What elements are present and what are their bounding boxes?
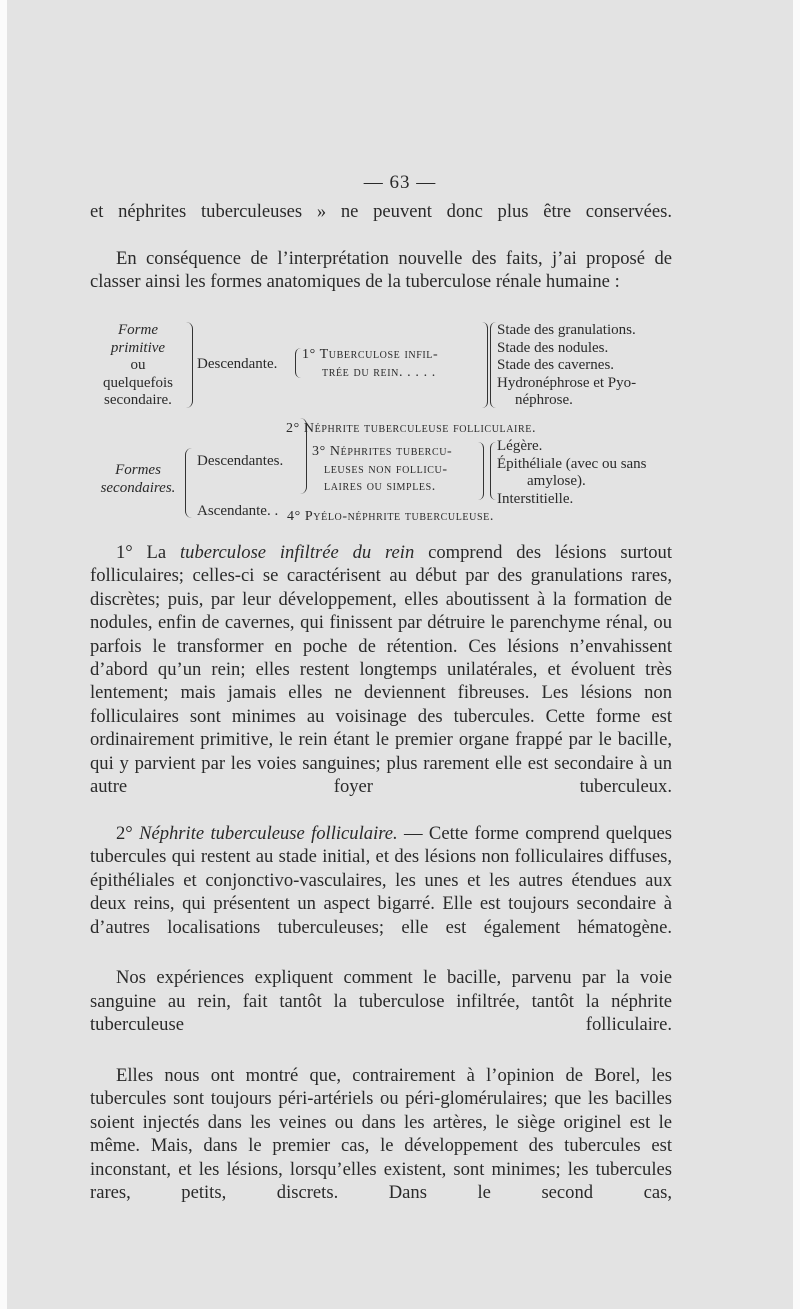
page-number: — 63 — [363, 172, 437, 193]
type-line: 3° Néphrites tubercu- [312, 444, 453, 459]
group1-stages [497, 322, 677, 410]
paragraph-4: Elles nous ont montré que, contrairement à l’opinion de Borel, les tubercules sont toujours péri-artériels ou péri-glomérulaires; que les bacilles soient injectés dans les veines ou dans les artères, le siège originel est le même. Mais, dans le premier cas, le développement des tubercules est inconstant, et les lésions, lorsqu’elles existent, sont minimes; les tubercules rares, petits, discrets. Dans le second cas, [90, 1064, 672, 1203]
brace [185, 448, 192, 518]
paragraph-text: — Cette forme comprend quelques tubercules qui restent au stade initial, et des lésions non folliculaires diffuses, épithéliales et conjonctivo-vasculaires, les unes et les autres étendues aux deux reins, qui présentent un aspect bigarré. Elle est toujours secondaire à d’autres localisations tuberculeuses; elle est également hématogène. [90, 822, 672, 938]
brace [490, 322, 496, 408]
label-line: quelquefois [103, 374, 173, 391]
variant-item: Interstitielle. [497, 490, 574, 507]
variant-item: amylose). [527, 473, 586, 489]
group1-label [88, 322, 188, 410]
emphasis: Néphrite tuberculeuse folliculaire. [139, 822, 398, 844]
group2-label [88, 462, 188, 497]
group2-direction-descending: Descendantes. [197, 453, 284, 469]
type-line: 1° Tuberculose infil- [302, 347, 439, 362]
body-text [90, 541, 672, 1228]
label-line: Formes [115, 462, 161, 478]
brace [490, 442, 496, 500]
label-line: Forme [118, 322, 158, 338]
group2-type2 [282, 420, 682, 438]
stage-item: Stade des nodules. [497, 339, 609, 356]
group1-direction: Descendante. [197, 356, 278, 372]
type-line: 2° Néphrite tuberculeuse folliculaire. [286, 421, 537, 436]
stage-item: Hydronéphrose et Pyo- [497, 374, 637, 391]
paragraph-1 [90, 541, 672, 822]
intro-text [90, 200, 672, 294]
type-line: leuses non follicu- [324, 461, 448, 477]
label-line: primitive [110, 339, 166, 356]
brace [186, 322, 193, 408]
intro-line: et néphrites tuberculeuses » ne peuvent donc plus être conservées. [90, 201, 672, 222]
type-line: laires ou simples. [324, 479, 436, 494]
group1-type [302, 346, 482, 381]
stage-item: Stade des granulations. [497, 322, 636, 338]
paragraph-2 [90, 822, 672, 962]
stage-item: néphrose. [515, 392, 573, 408]
group2-variants [497, 438, 687, 508]
brace [295, 348, 301, 378]
item-number: 1° La [116, 542, 180, 563]
variant-item: Légère. [497, 438, 543, 454]
brace [478, 442, 484, 500]
group2-direction-ascending: Ascendante. . [197, 503, 279, 519]
brace [482, 322, 488, 408]
emphasis: tuberculose infiltrée du rein [180, 542, 415, 563]
label-line: ou [130, 357, 146, 373]
group2-type4: 4° Pyélo-néphrite tuberculeuse. [287, 509, 494, 524]
type-line: trée du rein. . . . . [322, 364, 436, 380]
paragraph-3: Nos expériences expliquent comment le bacille, parvenu par la voie sanguine au rein, fait tantôt la tuberculose infiltrée, tantôt la néphrite tuberculeuse folliculaire. [90, 967, 672, 1036]
label-line: secondaire. [104, 392, 172, 408]
stage-item: Stade des cavernes. [497, 357, 615, 373]
intro-paragraph: En conséquence de l’interprétation nouvelle des faits, j’ai proposé de classer ainsi les formes anatomiques de la tuberculose rénale humaine : [90, 247, 672, 293]
variant-item: Épithéliale (avec ou sans [497, 455, 647, 472]
group2-type3 [312, 443, 482, 496]
label-line: secondaires. [100, 479, 176, 496]
paragraph-text: comprend des lésions surtout folliculaires; celles-ci se caractérisent au début par des granulations rares, discrètes; puis, par leur développement, elles aboutissent à la formation de nodules, enfin de cavernes, qui finissent par détruire le parenchyme rénal, ou parfois le transformer en poche de rétention. Ces lésions n’envahissent d’abord qu’un rein; elles restent longtemps unilatérales, et évoluent très lentement; mais jamais elles ne deviennent fibreuses. Les lésions non folliculaires sont minimes au voisinage des tubercules. Cette forme est ordinairement primitive, le rein étant le premier organe frappé par le bacille, qui y parvient par les voies sanguines; plus rarement elle est secondaire à un autre foyer tuberculeux. [90, 542, 673, 798]
item-number: 2° [116, 822, 140, 844]
